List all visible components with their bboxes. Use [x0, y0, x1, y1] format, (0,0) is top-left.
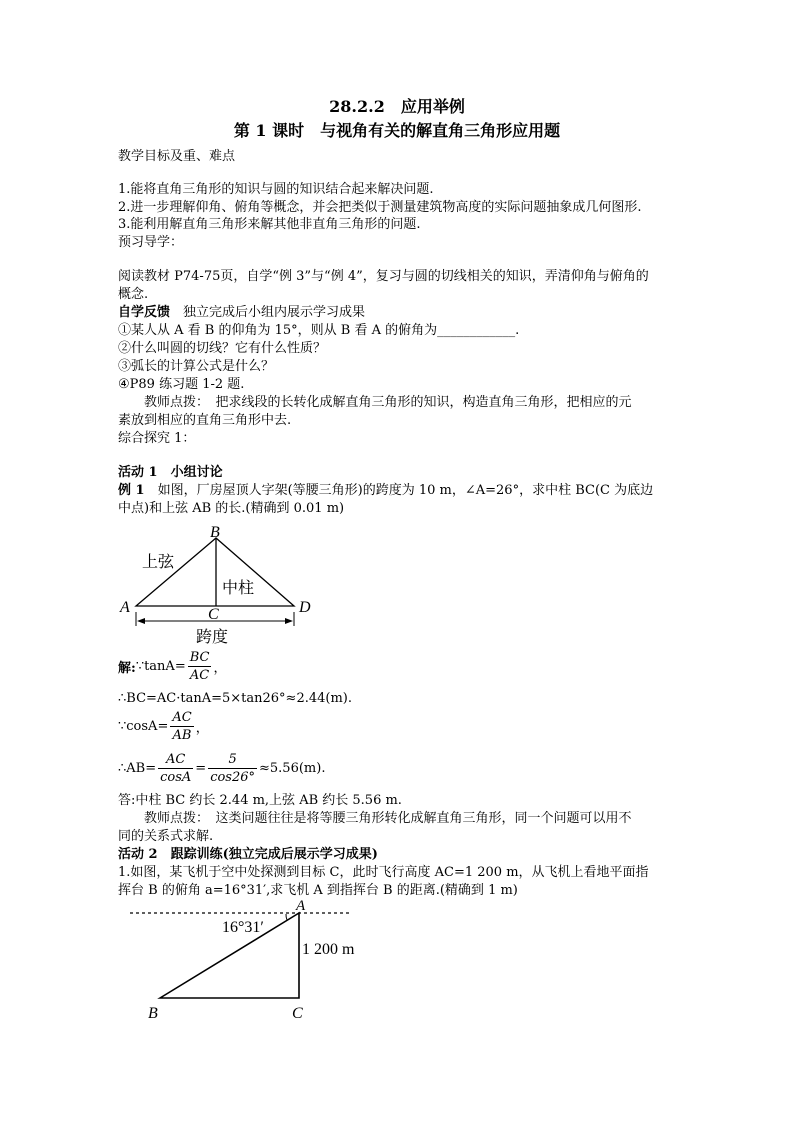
fig1-label-c: C [208, 606, 219, 623]
fig1-label-a: A [120, 599, 130, 616]
teacher-tip-1-cont: 素放到相应的直角三角形中去. [118, 413, 292, 428]
example-1-text: 如图，厂房屋顶人字架(等腰三角形)的跨度为 10 m，∠A=26°，求中柱 BC(C 为底边 [144, 483, 654, 498]
fig1-label-upper-chord: 上弦 [142, 554, 175, 571]
fraction-denominator: cosA [160, 769, 192, 785]
solution-line-1 [118, 646, 226, 686]
goal-item: 3.能利用解直角三角形来解其他非直角三角形的问题. [118, 217, 421, 232]
exercise-1-text-cont: 挥台 B 的俯角 a=16°31′,求飞机 A 到指挥台 B 的距离.(精确到 1 m) [118, 883, 518, 898]
page-subtitle: 第 1 课时 与视角有关的解直角三角形应用题 [233, 121, 561, 140]
fig2-label-b: B [148, 1005, 158, 1022]
answer-line: 答:中柱 BC 约长 2.44 m,上弦 AB 约长 5.56 m. [118, 793, 402, 808]
activity-1-heading: 活动 1 小组讨论 [118, 465, 223, 480]
solution-line-3 [118, 706, 209, 746]
fig1-label-middle-post: 中柱 [222, 580, 255, 597]
equals-sign: = [195, 760, 207, 776]
goals-heading: 教学目标及重、难点 [118, 149, 236, 164]
activity-2-heading: 活动 2 跟踪训练(独立完成后展示学习成果) [118, 847, 378, 862]
fraction-denominator: AC [189, 667, 210, 683]
question-2: ②什么叫圆的切线？它有什么性质？ [118, 341, 327, 356]
reading-text-cont: 概念. [118, 287, 149, 302]
example-1-text-cont: 中点)和上弦 AB 的长.(精确到 0.01 m) [118, 501, 345, 516]
reading-text: 阅读教材 P74-75页，自学“例 3”与“例 4”，复习与圆的切线相关的知识，弄清仰角与俯角的 [118, 269, 649, 284]
fig2-label-c: C [292, 1005, 303, 1022]
example-1-label: 例 1 [118, 483, 145, 498]
solution-text: ∴AB= [118, 760, 157, 776]
feedback-label: 自学反馈 [118, 305, 171, 320]
fraction [170, 709, 193, 744]
solution-text: ≈5.56(m). [259, 760, 326, 776]
solution-text: ∵tanA= [135, 658, 186, 674]
solution-text: ， [213, 660, 227, 676]
fraction-numerator: AC [158, 751, 193, 769]
depression-angle-figure [130, 896, 380, 1026]
truss-figure [112, 520, 322, 650]
fraction [188, 649, 212, 684]
fig2-label-a: A [296, 898, 306, 914]
fig1-label-span: 跨度 [196, 629, 229, 646]
solution-text: ∵cosA= [118, 718, 169, 734]
question-4: ④P89 练习题 1-2 题. [118, 377, 245, 392]
exercise-1-text: 1.如图，某飞机于空中处探测到目标 C，此时飞行高度 AC=1 200 m，从飞机上看地平面指 [118, 865, 649, 880]
fraction [208, 751, 257, 786]
feedback-text: 独立完成后小组内展示学习成果 [170, 305, 366, 320]
example-1-line [118, 482, 653, 499]
teacher-tip-2: 教师点拨： 这类问题往往是将等腰三角形转化成解直角三角形，同一个问题可以用不 [144, 811, 632, 826]
solution-line-4 [118, 748, 325, 788]
teacher-tip-2-cont: 同的关系式求解. [118, 829, 214, 844]
fraction-numerator: 5 [208, 751, 257, 769]
question-3: ③弧长的计算公式是什么？ [118, 359, 275, 374]
fraction-denominator: AB [172, 727, 192, 743]
fraction [158, 751, 193, 786]
fig1-label-b: B [210, 524, 220, 541]
fraction-numerator: AC [172, 709, 192, 725]
fig2-label-height: 1 200 m [302, 941, 355, 958]
fig2-label-angle: 16°31′ [222, 919, 264, 936]
solution-label: 解: [118, 660, 136, 676]
goal-item: 2.进一步理解仰角、俯角等概念，并会把类似于测量建筑物高度的实际问题抽象成几何图形. [118, 200, 642, 215]
fraction-denominator: cos26° [210, 769, 256, 785]
feedback-line [118, 304, 365, 321]
teacher-tip-1: 教师点拨： 把求线段的长转化成解直角三角形的知识，构造直角三角形，把相应的元 [144, 395, 632, 410]
solution-text: ， [195, 720, 209, 736]
fraction-numerator: BC [189, 649, 210, 665]
goal-item: 1.能将直角三角形的知识与圆的知识结合起来解决问题. [118, 182, 434, 197]
page-title: 28.2.2 应用举例 [329, 97, 465, 116]
question-1: ①某人从 A 看 B 的仰角为 15°，则从 B 看 A 的俯角为____________. [118, 323, 520, 338]
solution-line-2: ∴BC=AC·tanA=5×tan26°≈2.44(m). [118, 691, 352, 706]
preview-heading: 预习导学： [118, 235, 184, 250]
explore-heading: 综合探究 1： [118, 431, 196, 446]
fig1-label-d: D [299, 599, 311, 616]
